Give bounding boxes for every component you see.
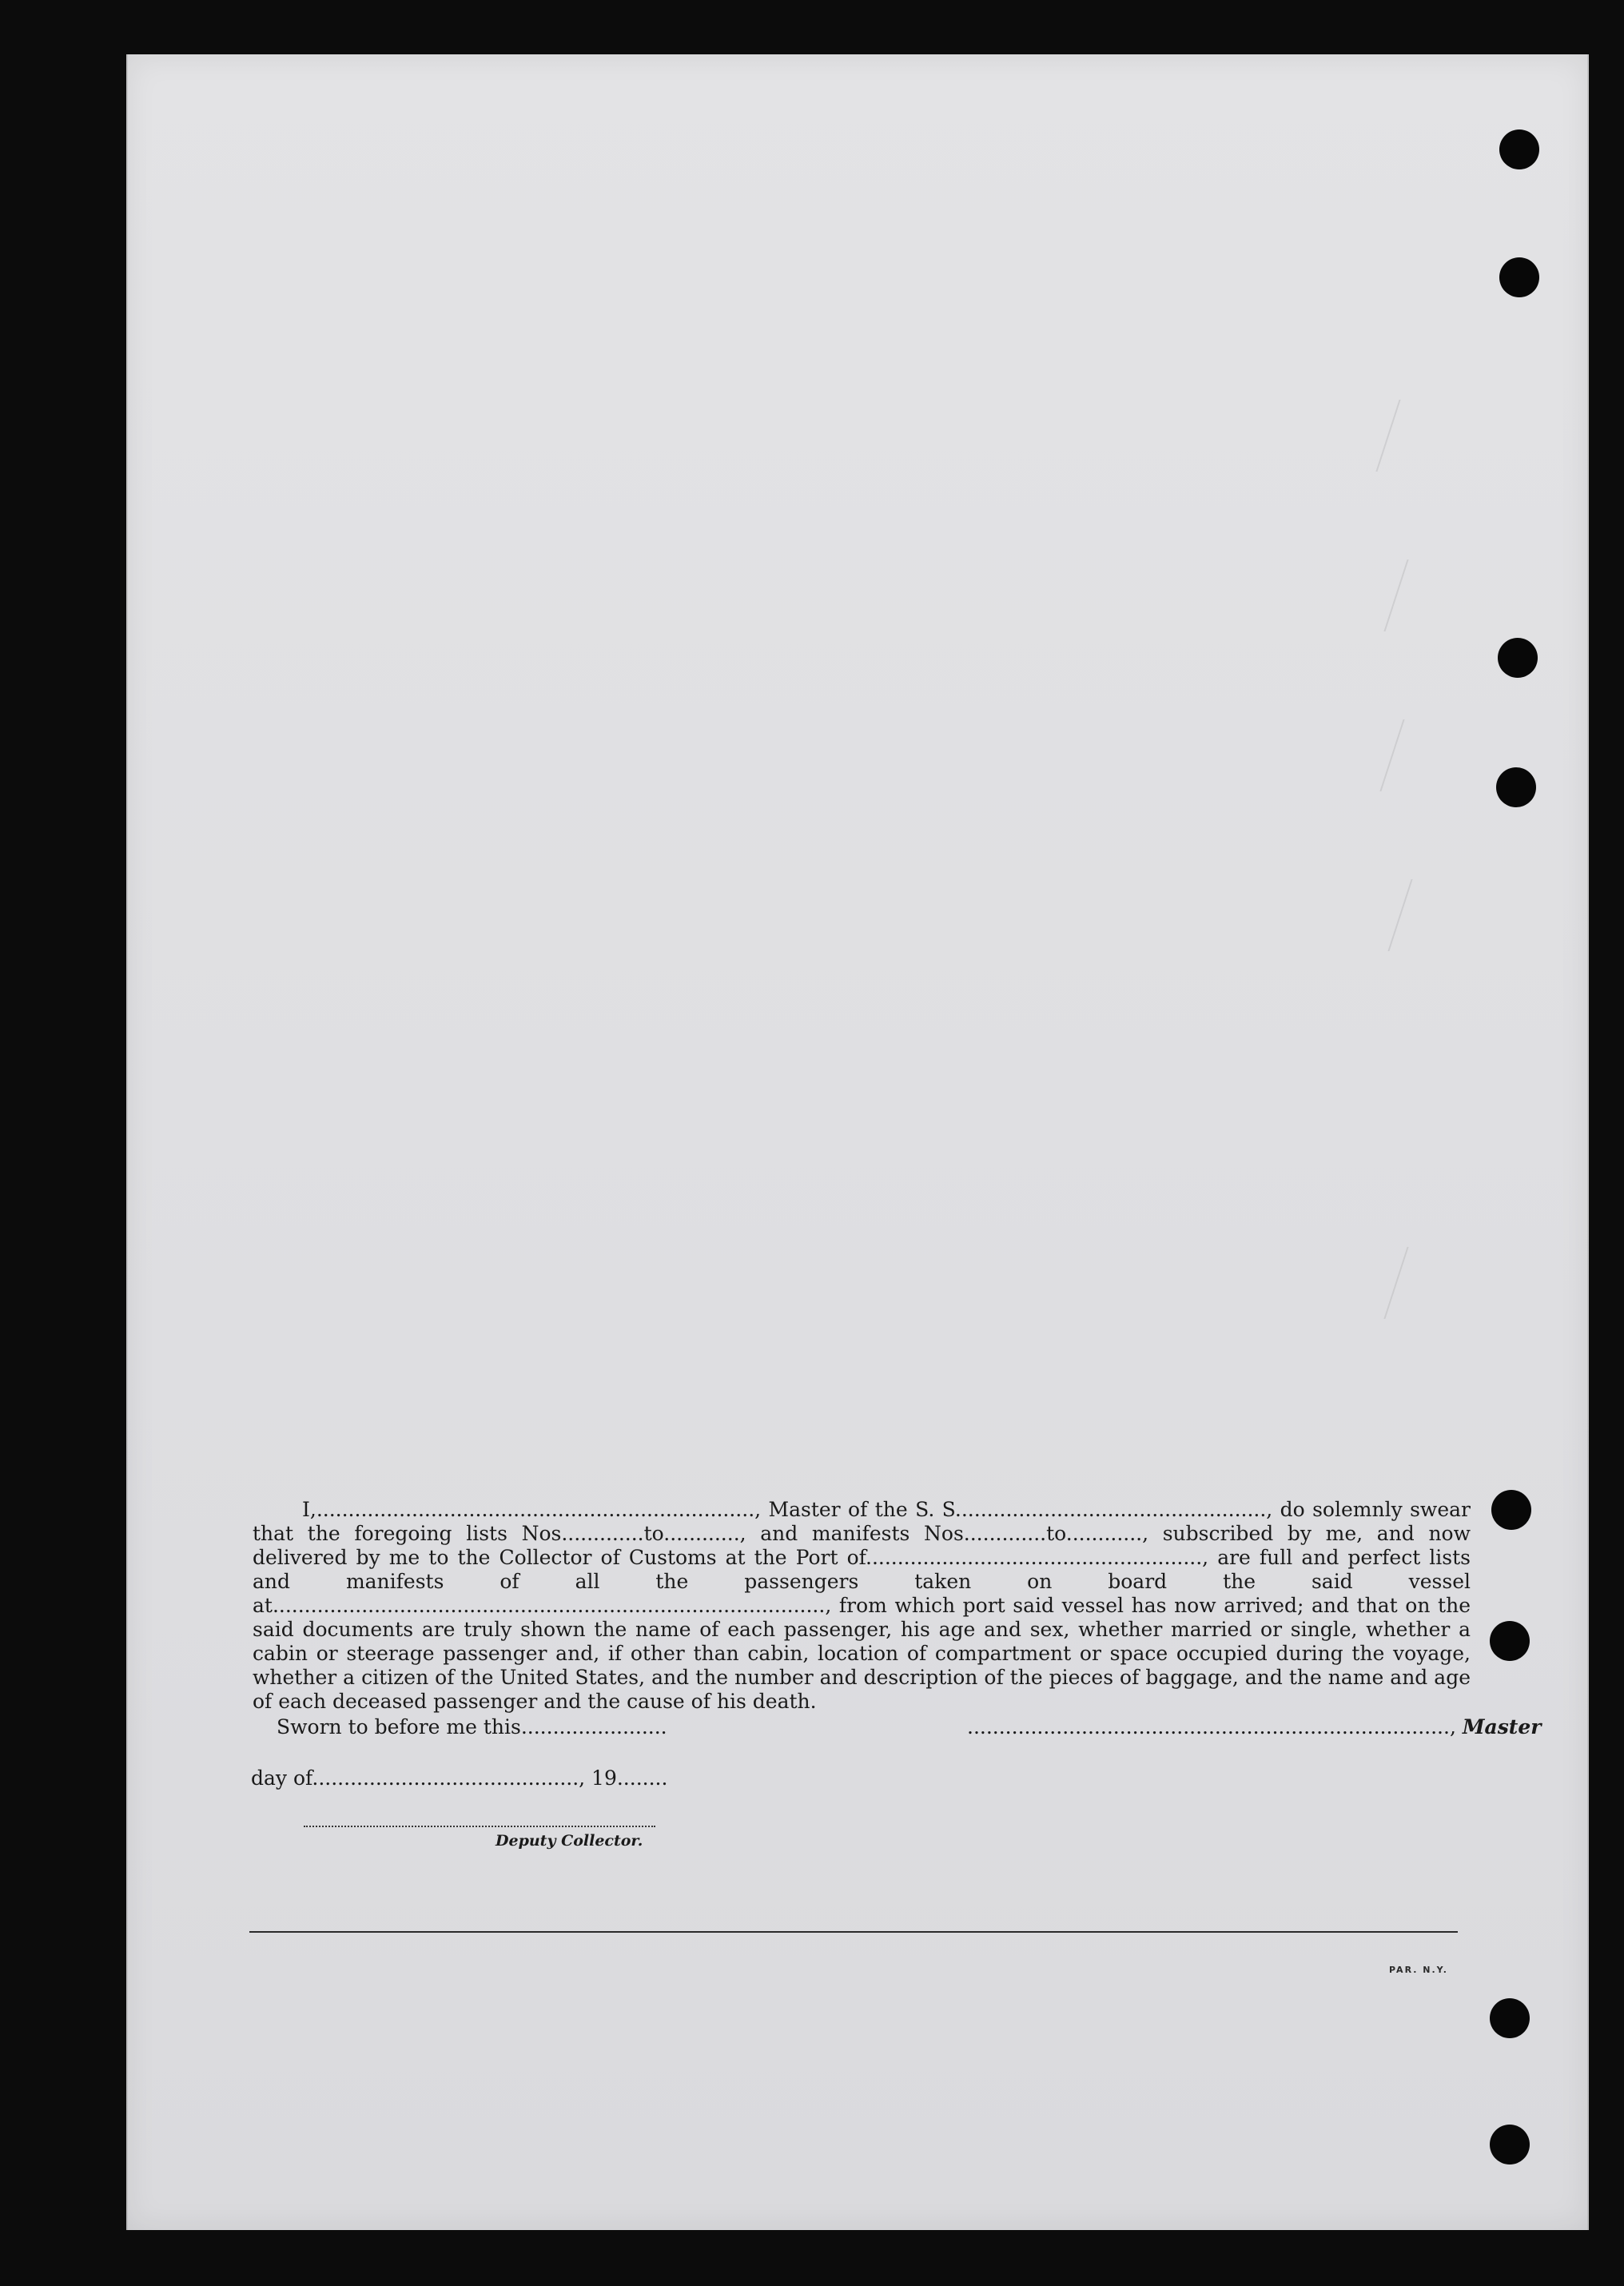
master-signature-line bbox=[967, 1715, 1541, 1738]
punch-hole bbox=[1498, 638, 1538, 678]
sworn-line: Sworn to before me this....................... bbox=[277, 1715, 667, 1738]
horizontal-rule bbox=[249, 1931, 1458, 1933]
master-oath-paragraph bbox=[253, 1498, 1471, 1714]
printer-mark: PAR. N.Y. bbox=[1389, 1965, 1448, 1975]
punch-hole bbox=[1496, 767, 1536, 807]
punch-hole bbox=[1499, 129, 1539, 169]
page-edge bbox=[1587, 54, 1589, 2230]
punch-hole bbox=[1491, 1490, 1531, 1530]
manifest-page bbox=[126, 54, 1589, 2230]
page-edge bbox=[126, 54, 128, 2230]
day-line: day of.........................................., 19........ bbox=[251, 1766, 668, 1790]
punch-hole bbox=[1490, 2125, 1530, 2165]
punch-hole bbox=[1490, 1621, 1530, 1661]
master-dots: ............................................................................, bbox=[967, 1715, 1456, 1738]
punch-hole bbox=[1490, 1998, 1530, 2038]
master-label: Master bbox=[1462, 1715, 1542, 1738]
punch-hole bbox=[1499, 257, 1539, 297]
oath-text: I,....................................................................., Master of the S. S................................................., do solemnly swear that the foregoing lists Nos.............to............, and manifests Nos.............to............, subscribed by me, and now delivered by me to the Collector of Customs at the Port of....................................................., are full and perfect lists and manifests of all the passengers taken on board the said vessel at......................................................................................., from which port said vessel has now arrived; and that on the said documents are truly shown the name of each passenger, his age and sex, whether married or single, whether a cabin or steerage passenger and, if other than cabin, location of compartment or space occupied during the voyage, whether a citizen of the United States, and the number and description of the pieces of baggage, and the name and age of each deceased passenger and the cause of his death. bbox=[253, 1498, 1471, 1713]
deputy-collector-label: Deputy Collector. bbox=[496, 1832, 643, 1850]
deputy-signature-line bbox=[304, 1826, 655, 1827]
